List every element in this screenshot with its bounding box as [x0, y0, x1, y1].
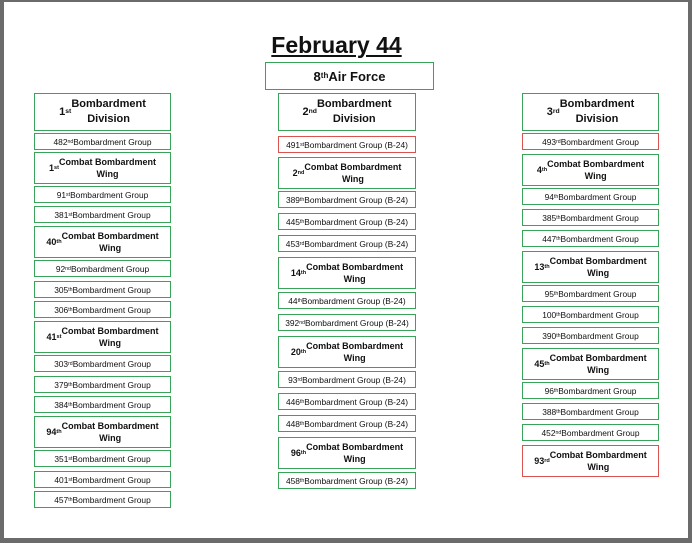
- combat-wing-box-3-10: 45 th Combat Bombardment Wing: [522, 348, 659, 380]
- bombardment-group-box-3-9: 390 th Bombardment Group: [522, 327, 659, 344]
- bombardment-group-box-3-12: 388 th Bombardment Group: [522, 403, 659, 420]
- combat-wing-box-1-5: 40 th Combat Bombardment Wing: [34, 226, 171, 258]
- bombardment-group-box-2-3: 389 th Bombardment Group (B-24): [278, 191, 416, 208]
- bombardment-group-box-3-8: 100 th Bombardment Group: [522, 306, 659, 323]
- bombardment-group-box-1-16: 457 th Bombardment Group: [34, 491, 171, 508]
- bombardment-group-box-1-4: 381 st Bombardment Group: [34, 206, 171, 223]
- bombardment-group-box-1-12: 384 th Bombardment Group: [34, 396, 171, 413]
- division-box-3-0: 3 rd Bombardment Division: [522, 93, 659, 131]
- bombardment-group-box-2-1: 491 st Bombardment Group (B-24): [278, 136, 416, 153]
- bombardment-group-box-1-8: 306 th Bombardment Group: [34, 301, 171, 318]
- org-chart-page: [4, 2, 688, 538]
- combat-wing-box-2-9: 20 th Combat Bombardment Wing: [278, 336, 416, 368]
- bombardment-group-box-1-3: 91 st Bombardment Group: [34, 186, 171, 203]
- division-box-1-0: 1 st Bombardment Division: [34, 93, 171, 131]
- bombardment-group-box-2-12: 448 th Bombardment Group (B-24): [278, 415, 416, 432]
- combat-wing-box-1-13: 94 th Combat Bombardment Wing: [34, 416, 171, 448]
- combat-wing-box-2-2: 2 nd Combat Bombardment Wing: [278, 157, 416, 189]
- bombardment-group-box-2-7: 44 th Bombardment Group (B-24): [278, 292, 416, 309]
- air-force-box: 8 th Air Force: [265, 62, 434, 90]
- combat-wing-box-3-2: 4 th Combat Bombardment Wing: [522, 154, 659, 186]
- bombardment-group-box-2-5: 453 rd Bombardment Group (B-24): [278, 235, 416, 252]
- combat-wing-box-3-6: 13 th Combat Bombardment Wing: [522, 251, 659, 283]
- combat-wing-box-2-13: 96 th Combat Bombardment Wing: [278, 437, 416, 469]
- chart-title: February 44: [271, 32, 402, 58]
- bombardment-group-box-3-4: 385 th Bombardment Group: [522, 209, 659, 226]
- bombardment-group-box-3-5: 447 th Bombardment Group: [522, 230, 659, 247]
- bombardment-group-box-2-10: 93 rd Bombardment Group (B-24): [278, 371, 416, 388]
- bombardment-group-box-3-3: 94 th Bombardment Group: [522, 188, 659, 205]
- bombardment-group-box-1-15: 401 st Bombardment Group: [34, 471, 171, 488]
- bombardment-group-box-3-1: 493 rd Bombardment Group: [522, 133, 659, 150]
- bombardment-group-box-1-14: 351 st Bombardment Group: [34, 450, 171, 467]
- combat-wing-box-3-14: 93 rd Combat Bombardment Wing: [522, 445, 659, 477]
- combat-wing-box-1-9: 41 st Combat Bombardment Wing: [34, 321, 171, 353]
- division-box-2-0: 2 nd Bombardment Division: [278, 93, 416, 131]
- bombardment-group-box-2-14: 458 th Bombardment Group (B-24): [278, 472, 416, 489]
- bombardment-group-box-1-7: 305 th Bombardment Group: [34, 281, 171, 298]
- bombardment-group-box-3-11: 96 th Bombardment Group: [522, 382, 659, 399]
- bombardment-group-box-1-1: 482 nd Bombardment Group: [34, 133, 171, 150]
- combat-wing-box-1-2: 1 st Combat Bombardment Wing: [34, 152, 171, 184]
- bombardment-group-box-2-4: 445 th Bombardment Group (B-24): [278, 213, 416, 230]
- bombardment-group-box-1-6: 92 nd Bombardment Group: [34, 260, 171, 277]
- bombardment-group-box-1-10: 303 rd Bombardment Group: [34, 355, 171, 372]
- combat-wing-box-2-6: 14 th Combat Bombardment Wing: [278, 257, 416, 289]
- bombardment-group-box-3-7: 95 th Bombardment Group: [522, 285, 659, 302]
- bombardment-group-box-2-8: 392 nd Bombardment Group (B-24): [278, 314, 416, 331]
- bombardment-group-box-2-11: 446 th Bombardment Group (B-24): [278, 393, 416, 410]
- bombardment-group-box-3-13: 452 nd Bombardment Group: [522, 424, 659, 441]
- bombardment-group-box-1-11: 379 th Bombardment Group: [34, 376, 171, 393]
